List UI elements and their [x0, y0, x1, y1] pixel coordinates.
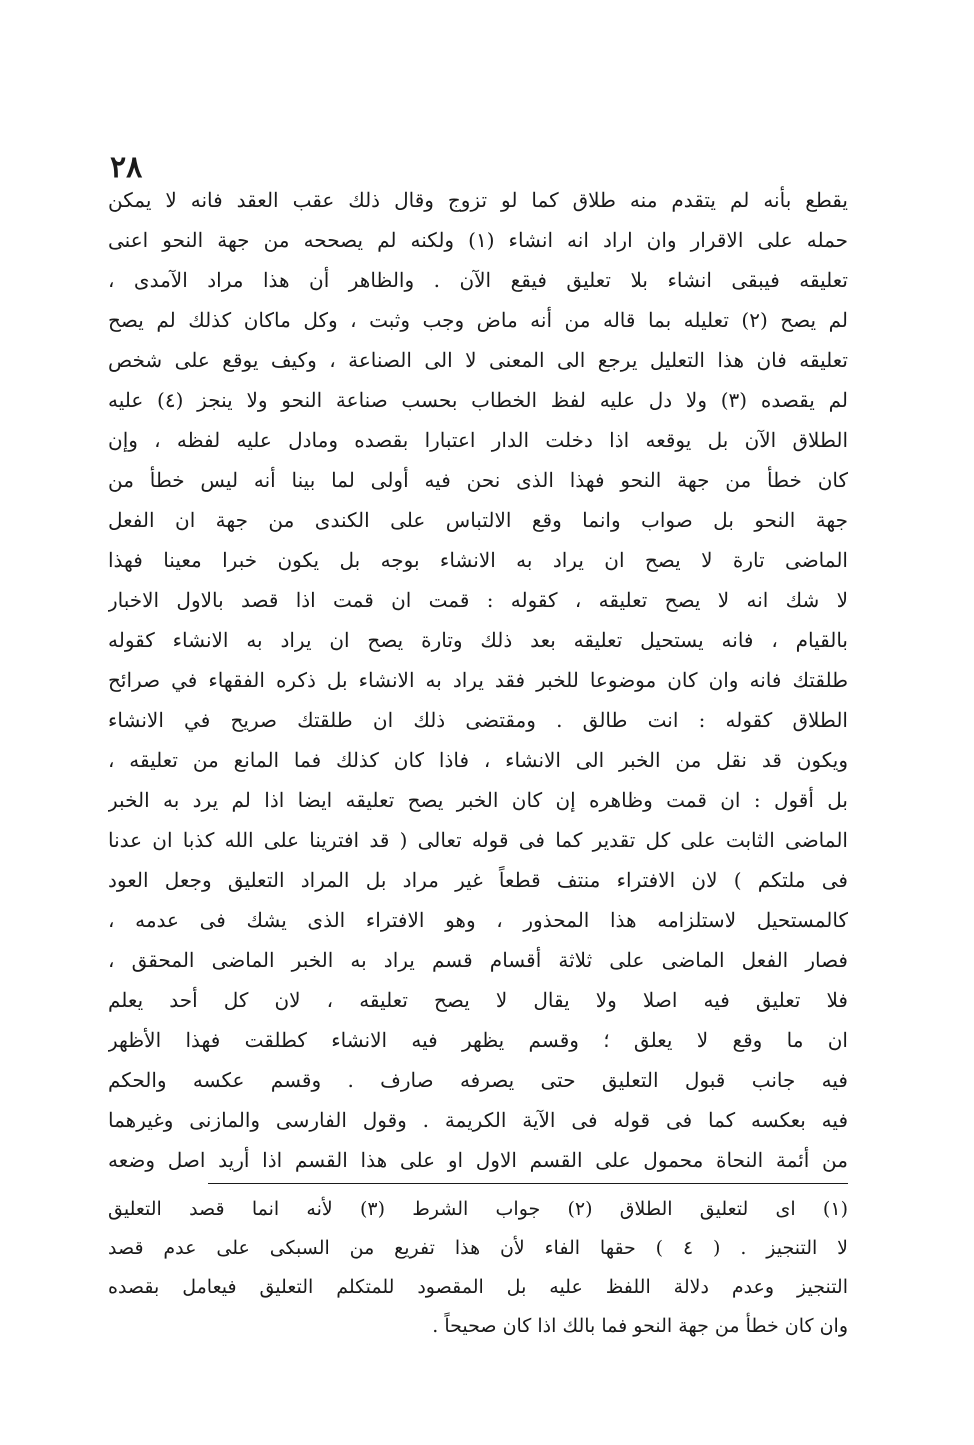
footnotes: [108, 1190, 848, 1346]
text-line: الماضى الثابت على كل تقدير كما فى قوله تعالى ( قد افترينا على الله كذبا ان عدنا: [108, 828, 848, 852]
text-line: فى ملتكم ) لان الافتراء منتف قطعاً غير مراد بل المراد التعليق وجعل العود: [108, 868, 848, 892]
text-line: ان ما وقع لا يعلق ؛ وقسم يظهر فيه الانشاء كطلقت فهذا الأظهر: [108, 1028, 848, 1052]
text-line: الطلاق كقوله : انت طالق . ومقتضى ذلك ان طلقتك صريح في الانشاء: [108, 708, 848, 732]
text-line: كان خطأ من جهة النحو فهذا الذى نحن فيه أولى لما بينا أنه ليس خطأ من: [108, 468, 848, 492]
text-line: كالمستحيل لاستلزامه هذا المحذور ، وهو الافتراء الذى يشك فى عدمه ،: [108, 908, 848, 932]
text-line: يقطع بأنه لم يتقدم منه طلاق كما لو تزوج وقال ذلك عقب العقد فانه لا يمكن: [108, 188, 848, 212]
text-line: فيه جانب قبول التعليق حتى يصرفه صارف . وقسم عكسه والحكم: [108, 1068, 848, 1092]
text-line: تعليقه فان هذا التعليل يرجع الى المعنى لا الى الصناعة ، وكيف يوقع على شخص: [108, 348, 848, 372]
text-line: طلقتك فانه وان كان موضوعا للخبر فقد يراد به الانشاء بل ذكره الفقهاء في صرائح: [108, 668, 848, 692]
text-line: من أئمة النحاة محمول على القسم الاول او على هذا القسم اذا أريد اصل وضعه: [108, 1148, 848, 1172]
text-line: حمله على الاقرار وان اراد انه انشاء (١) ولكنه لم يصححه من جهة النحو اعنى: [108, 228, 848, 252]
text-line: تعليقه فيبقى انشاء بلا تعليق فيقع الآن . والظاهر أن هذا مراد الآمدى ،: [108, 268, 848, 292]
text-line: الطلاق الآن بل يوقعه اذا دخلت الدار اعتبارا بقصده ومادل عليه لفظه ، وإن: [108, 428, 848, 452]
text-line: فصار الفعل الماضى على ثلاثة أقسام قسم يراد به الخبر الماضى المحقق ،: [108, 948, 848, 972]
text-line: لم يقصده (٣) ولا دل عليه لفظ الخطاب بحسب صناعة النحو ولا ينجز (٤) عليه: [108, 388, 848, 412]
text-line: بالقيام ، فانه يستحيل تعليقه بعد ذلك وتارة يصح ان يراد به الانشاء كقوله: [108, 628, 848, 652]
text-line: فيه بعكسه كما فى قوله فى الآية الكريمة . وقول الفارسى والمازنى وغيرهما: [108, 1108, 848, 1132]
footnote-line: التنجيز وعدم دلالة اللفظ عليه بل المقصود للمتكلم التعليق فيعامل بقصده: [108, 1276, 848, 1298]
footnote-line: وان كان خطأ من جهة النحو فما بالك اذا كان صحيحاً .: [432, 1315, 848, 1337]
page-number: ٢٨: [110, 150, 143, 185]
footnote-line: لا التنجيز . ( ٤ ) حقها الفاء لأن هذا تفريع من السبكى على عدم قصد: [108, 1237, 848, 1259]
text-line: بل أقول : ان قمت وظاهره إن كان الخبر يصح تعليقه ايضا اذا لم يرد به الخبر: [108, 788, 848, 812]
footnote-divider: [208, 1183, 848, 1184]
footnote-line: (١) اى لتعليق الطلاق (٢) جواب الشرط (٣) لأنه انما قصد التعليق: [108, 1198, 848, 1220]
text-line: ويكون قد نقل من الخبر الى الانشاء ، فاذا كان كذلك فما المانع من تعليقه ،: [108, 748, 848, 772]
text-line: فلا تعليق فيه اصلا ولا يقال لا يصح تعليقه ، لان كل أحد يعلم: [108, 988, 848, 1012]
text-line: لم يصح (٢) تعليله بما قاله من أنه ماض وجب وثبت ، وكل ماكان كذلك لم يصح: [108, 308, 848, 332]
text-line: جهة النحو بل صواب وانما وقع الالتباس على الكندى من جهة ان الفعل: [108, 508, 848, 532]
main-text: [108, 180, 848, 1180]
text-line: لا شك انه لا يصح تعليقه ، كقوله : قمت ان قمت اذا قصد بالاول الاخبار: [108, 588, 848, 612]
text-line: الماضى تارة لا يصح ان يراد به الانشاء بوجه بل يكون خبرا معينا فهذا: [108, 548, 848, 572]
